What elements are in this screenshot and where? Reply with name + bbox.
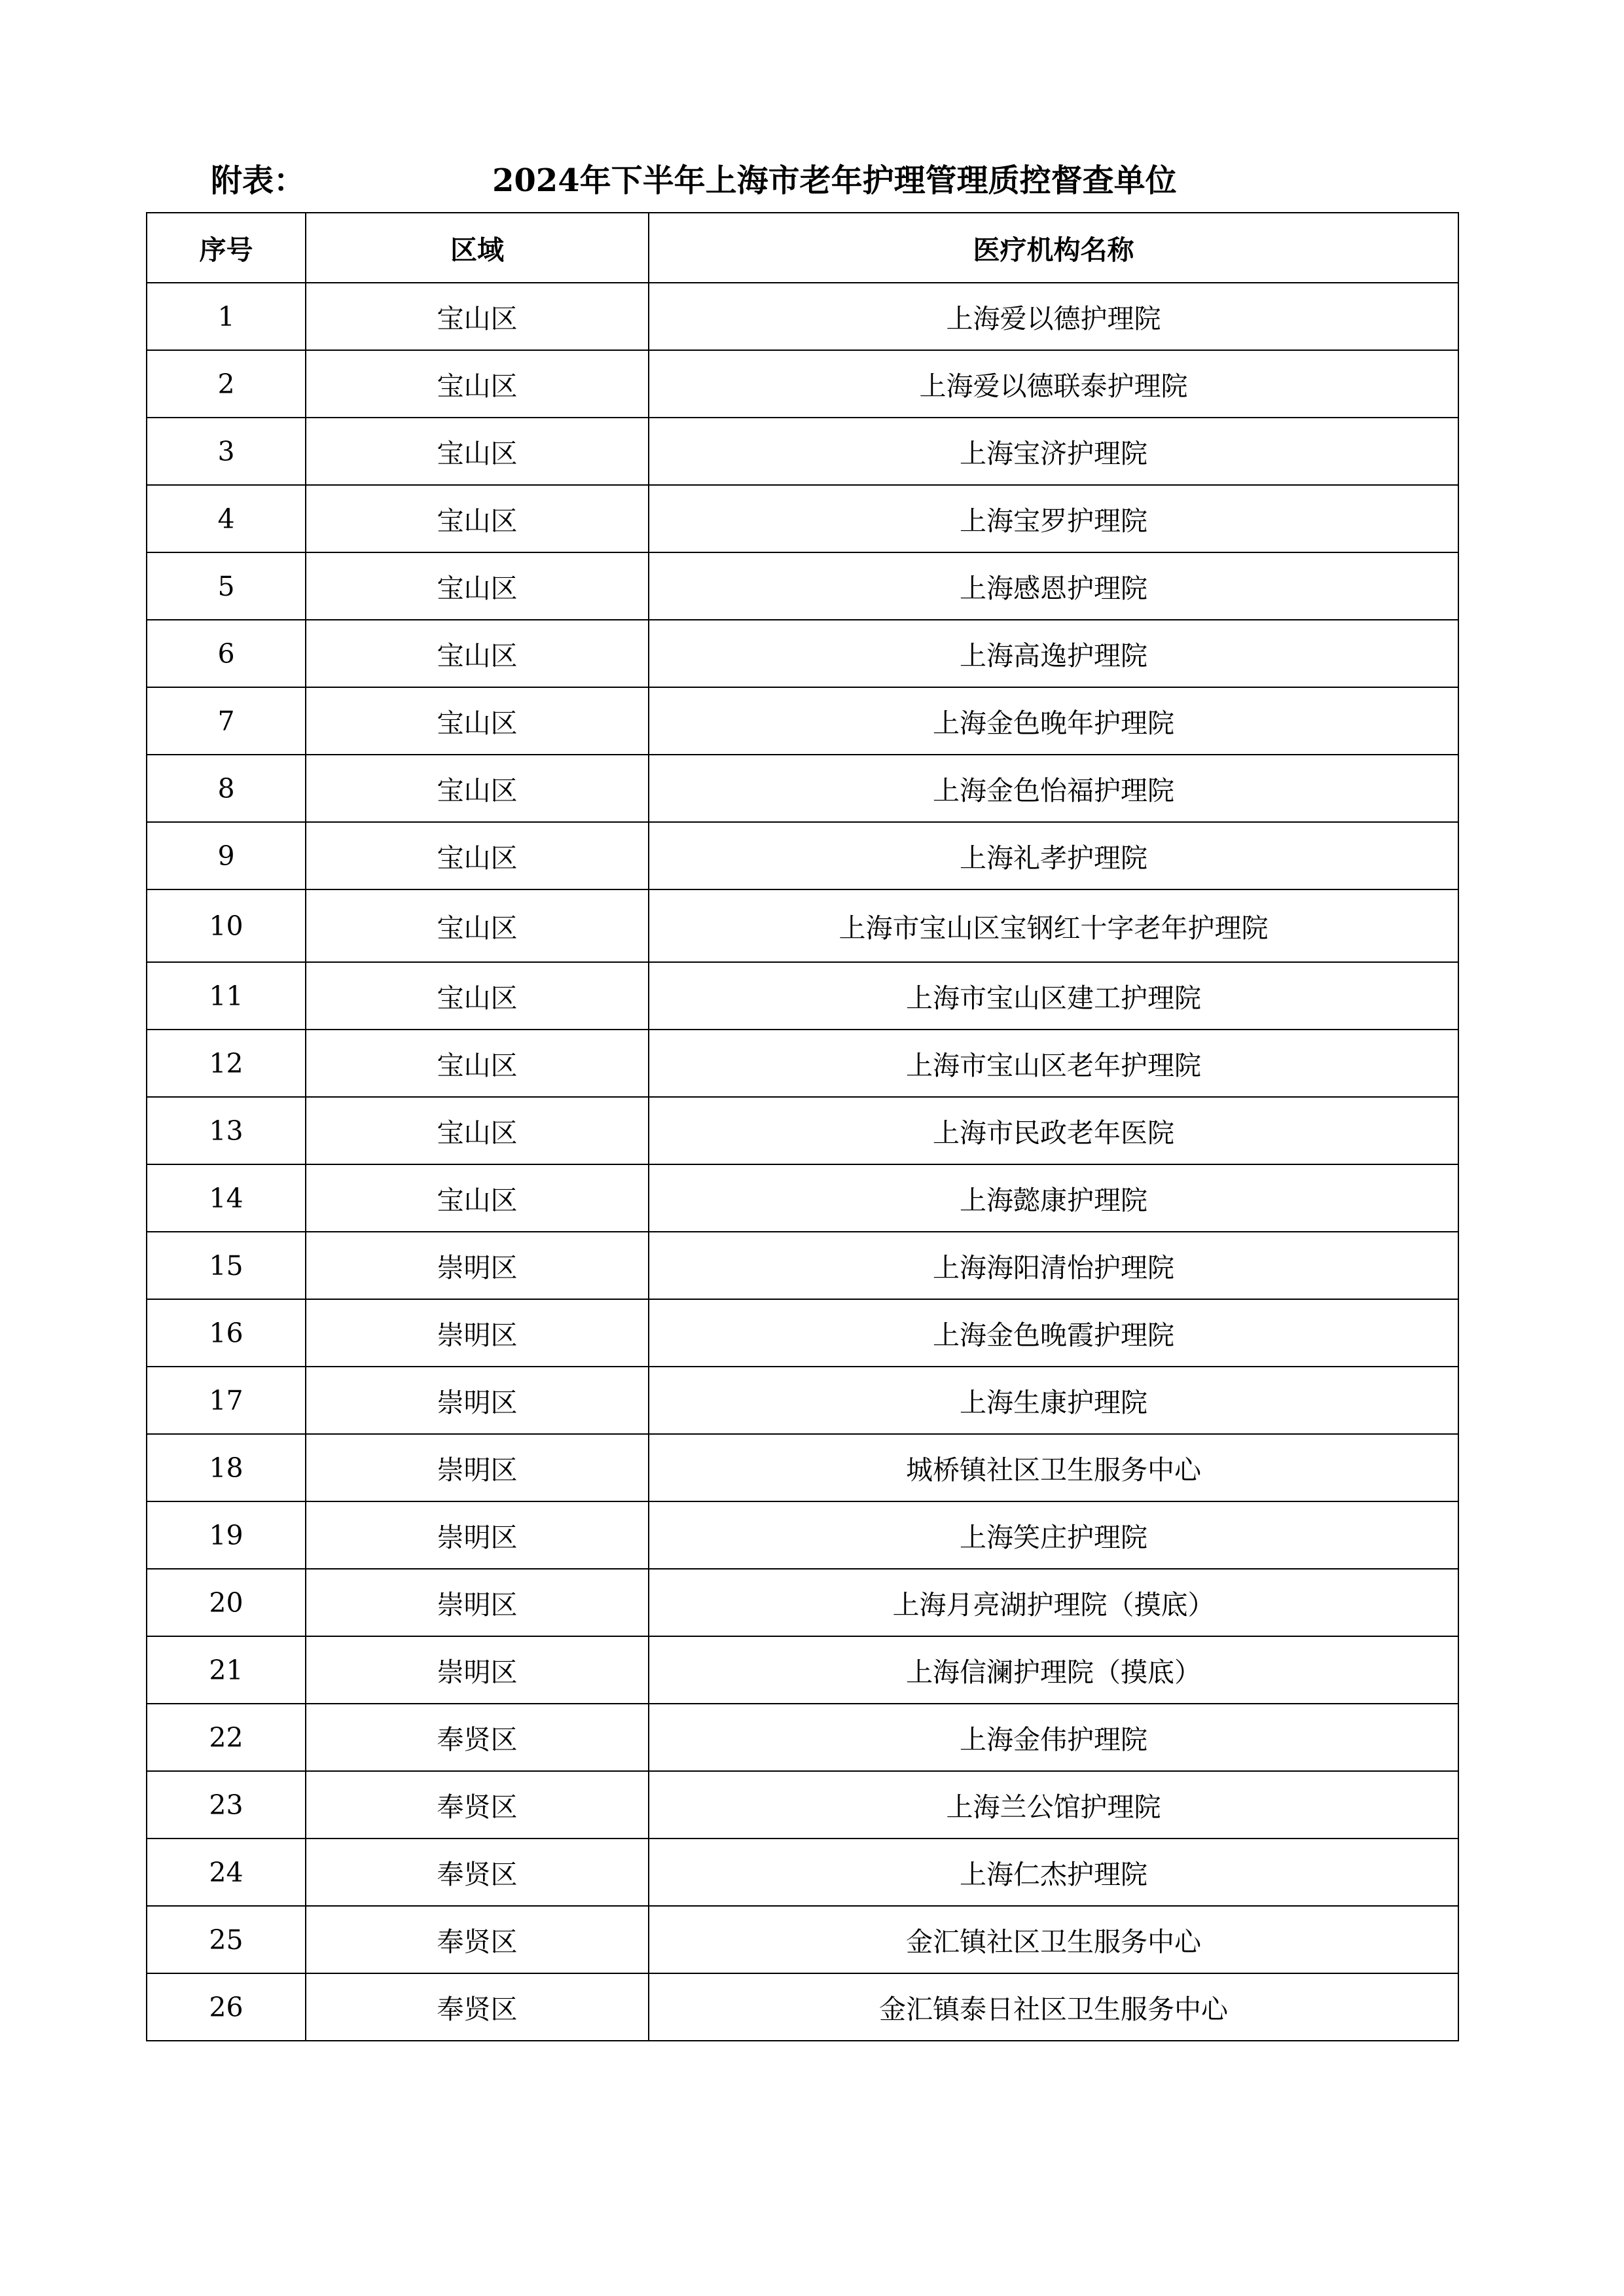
- row-number: 6: [147, 620, 306, 687]
- table-row: [147, 1839, 1458, 1906]
- row-district: 宝山区: [306, 552, 649, 620]
- row-district: 宝山区: [306, 283, 649, 350]
- row-institution-name: 上海生康护理院: [649, 1367, 1458, 1434]
- row-number: 14: [147, 1164, 306, 1232]
- row-district: 宝山区: [306, 350, 649, 418]
- row-institution-name: 上海爱以德联泰护理院: [649, 350, 1458, 418]
- table-row: [147, 1164, 1458, 1232]
- table-row: [147, 350, 1458, 418]
- row-institution-name: 上海金色晚霞护理院: [649, 1299, 1458, 1367]
- row-institution-name: 上海市宝山区老年护理院: [649, 1030, 1458, 1097]
- row-district: 宝山区: [306, 1164, 649, 1232]
- row-number: 2: [147, 350, 306, 418]
- row-number: 4: [147, 485, 306, 552]
- row-district: 宝山区: [306, 620, 649, 687]
- table-row: [147, 1973, 1458, 2041]
- table-row: [147, 1030, 1458, 1097]
- row-institution-name: 上海感恩护理院: [649, 552, 1458, 620]
- table-row: [147, 620, 1458, 687]
- row-institution-name: 上海爱以德护理院: [649, 283, 1458, 350]
- row-district: 崇明区: [306, 1569, 649, 1636]
- row-district: 奉贤区: [306, 1839, 649, 1906]
- row-number: 13: [147, 1097, 306, 1164]
- table-row: [147, 418, 1458, 485]
- row-institution-name: 上海金伟护理院: [649, 1704, 1458, 1771]
- table-row: [147, 1636, 1458, 1704]
- row-number: 7: [147, 687, 306, 755]
- row-number: 5: [147, 552, 306, 620]
- row-district: 宝山区: [306, 1030, 649, 1097]
- row-number: 25: [147, 1906, 306, 1973]
- row-institution-name: 上海月亮湖护理院（摸底）: [649, 1569, 1458, 1636]
- row-institution-name: 上海金色晚年护理院: [649, 687, 1458, 755]
- row-institution-name: 上海信澜护理院（摸底）: [649, 1636, 1458, 1704]
- row-number: 10: [147, 889, 306, 962]
- row-number: 1: [147, 283, 306, 350]
- table-row: [147, 1097, 1458, 1164]
- row-number: 20: [147, 1569, 306, 1636]
- row-institution-name: 上海海阳清怡护理院: [649, 1232, 1458, 1299]
- row-number: 17: [147, 1367, 306, 1434]
- row-number: 12: [147, 1030, 306, 1097]
- row-district: 崇明区: [306, 1232, 649, 1299]
- row-district: 宝山区: [306, 485, 649, 552]
- inspection-units-table: [146, 212, 1459, 2041]
- document-heading: [0, 154, 1624, 207]
- row-district: 宝山区: [306, 687, 649, 755]
- column-header-district: 区域: [306, 213, 649, 283]
- table-row: [147, 1367, 1458, 1434]
- row-district: 奉贤区: [306, 1906, 649, 1973]
- row-number: 9: [147, 822, 306, 889]
- table-row: [147, 962, 1458, 1030]
- row-institution-name: 上海礼孝护理院: [649, 822, 1458, 889]
- row-institution-name: 金汇镇泰日社区卫生服务中心: [649, 1973, 1458, 2041]
- row-institution-name: 上海宝济护理院: [649, 418, 1458, 485]
- row-district: 宝山区: [306, 822, 649, 889]
- row-number: 23: [147, 1771, 306, 1839]
- row-number: 8: [147, 755, 306, 822]
- row-institution-name: 上海宝罗护理院: [649, 485, 1458, 552]
- table-row: [147, 1569, 1458, 1636]
- row-district: 宝山区: [306, 1097, 649, 1164]
- row-institution-name: 上海懿康护理院: [649, 1164, 1458, 1232]
- row-institution-name: 上海笑庄护理院: [649, 1501, 1458, 1569]
- row-district: 宝山区: [306, 418, 649, 485]
- table-row: [147, 822, 1458, 889]
- table-row: [147, 1434, 1458, 1501]
- row-number: 11: [147, 962, 306, 1030]
- column-header-number: 序号: [147, 213, 306, 283]
- row-number: 15: [147, 1232, 306, 1299]
- row-institution-name: 上海市民政老年医院: [649, 1097, 1458, 1164]
- row-district: 奉贤区: [306, 1973, 649, 2041]
- row-institution-name: 上海兰公馆护理院: [649, 1771, 1458, 1839]
- table-row: [147, 889, 1458, 962]
- table-row: [147, 552, 1458, 620]
- row-district: 崇明区: [306, 1636, 649, 1704]
- table-row: [147, 1704, 1458, 1771]
- table-row: [147, 1906, 1458, 1973]
- row-district: 宝山区: [306, 962, 649, 1030]
- row-district: 崇明区: [306, 1367, 649, 1434]
- table-row: [147, 1501, 1458, 1569]
- row-district: 宝山区: [306, 889, 649, 962]
- row-number: 18: [147, 1434, 306, 1501]
- row-institution-name: 城桥镇社区卫生服务中心: [649, 1434, 1458, 1501]
- row-institution-name: 上海市宝山区建工护理院: [649, 962, 1458, 1030]
- row-number: 24: [147, 1839, 306, 1906]
- row-institution-name: 上海仁杰护理院: [649, 1839, 1458, 1906]
- row-institution-name: 上海市宝山区宝钢红十字老年护理院: [649, 889, 1458, 962]
- row-number: 3: [147, 418, 306, 485]
- row-district: 奉贤区: [306, 1771, 649, 1839]
- table-row: [147, 1771, 1458, 1839]
- table-row: [147, 687, 1458, 755]
- table-row: [147, 485, 1458, 552]
- attachment-label: 附表：: [211, 162, 306, 199]
- column-header-institution: 医疗机构名称: [649, 213, 1458, 283]
- row-district: 崇明区: [306, 1501, 649, 1569]
- row-number: 21: [147, 1636, 306, 1704]
- row-institution-name: 上海高逸护理院: [649, 620, 1458, 687]
- table-row: [147, 283, 1458, 350]
- row-number: 22: [147, 1704, 306, 1771]
- row-district: 崇明区: [306, 1299, 649, 1367]
- row-number: 26: [147, 1973, 306, 2041]
- row-district: 宝山区: [306, 755, 649, 822]
- table-row: [147, 1299, 1458, 1367]
- row-institution-name: 金汇镇社区卫生服务中心: [649, 1906, 1458, 1973]
- row-number: 19: [147, 1501, 306, 1569]
- table-row: [147, 1232, 1458, 1299]
- table-row: [147, 755, 1458, 822]
- row-district: 奉贤区: [306, 1704, 649, 1771]
- table-header-row: [147, 213, 1458, 283]
- row-institution-name: 上海金色怡福护理院: [649, 755, 1458, 822]
- row-district: 崇明区: [306, 1434, 649, 1501]
- document-title: 2024年下半年上海市老年护理管理质控督查单位: [492, 162, 1177, 199]
- row-number: 16: [147, 1299, 306, 1367]
